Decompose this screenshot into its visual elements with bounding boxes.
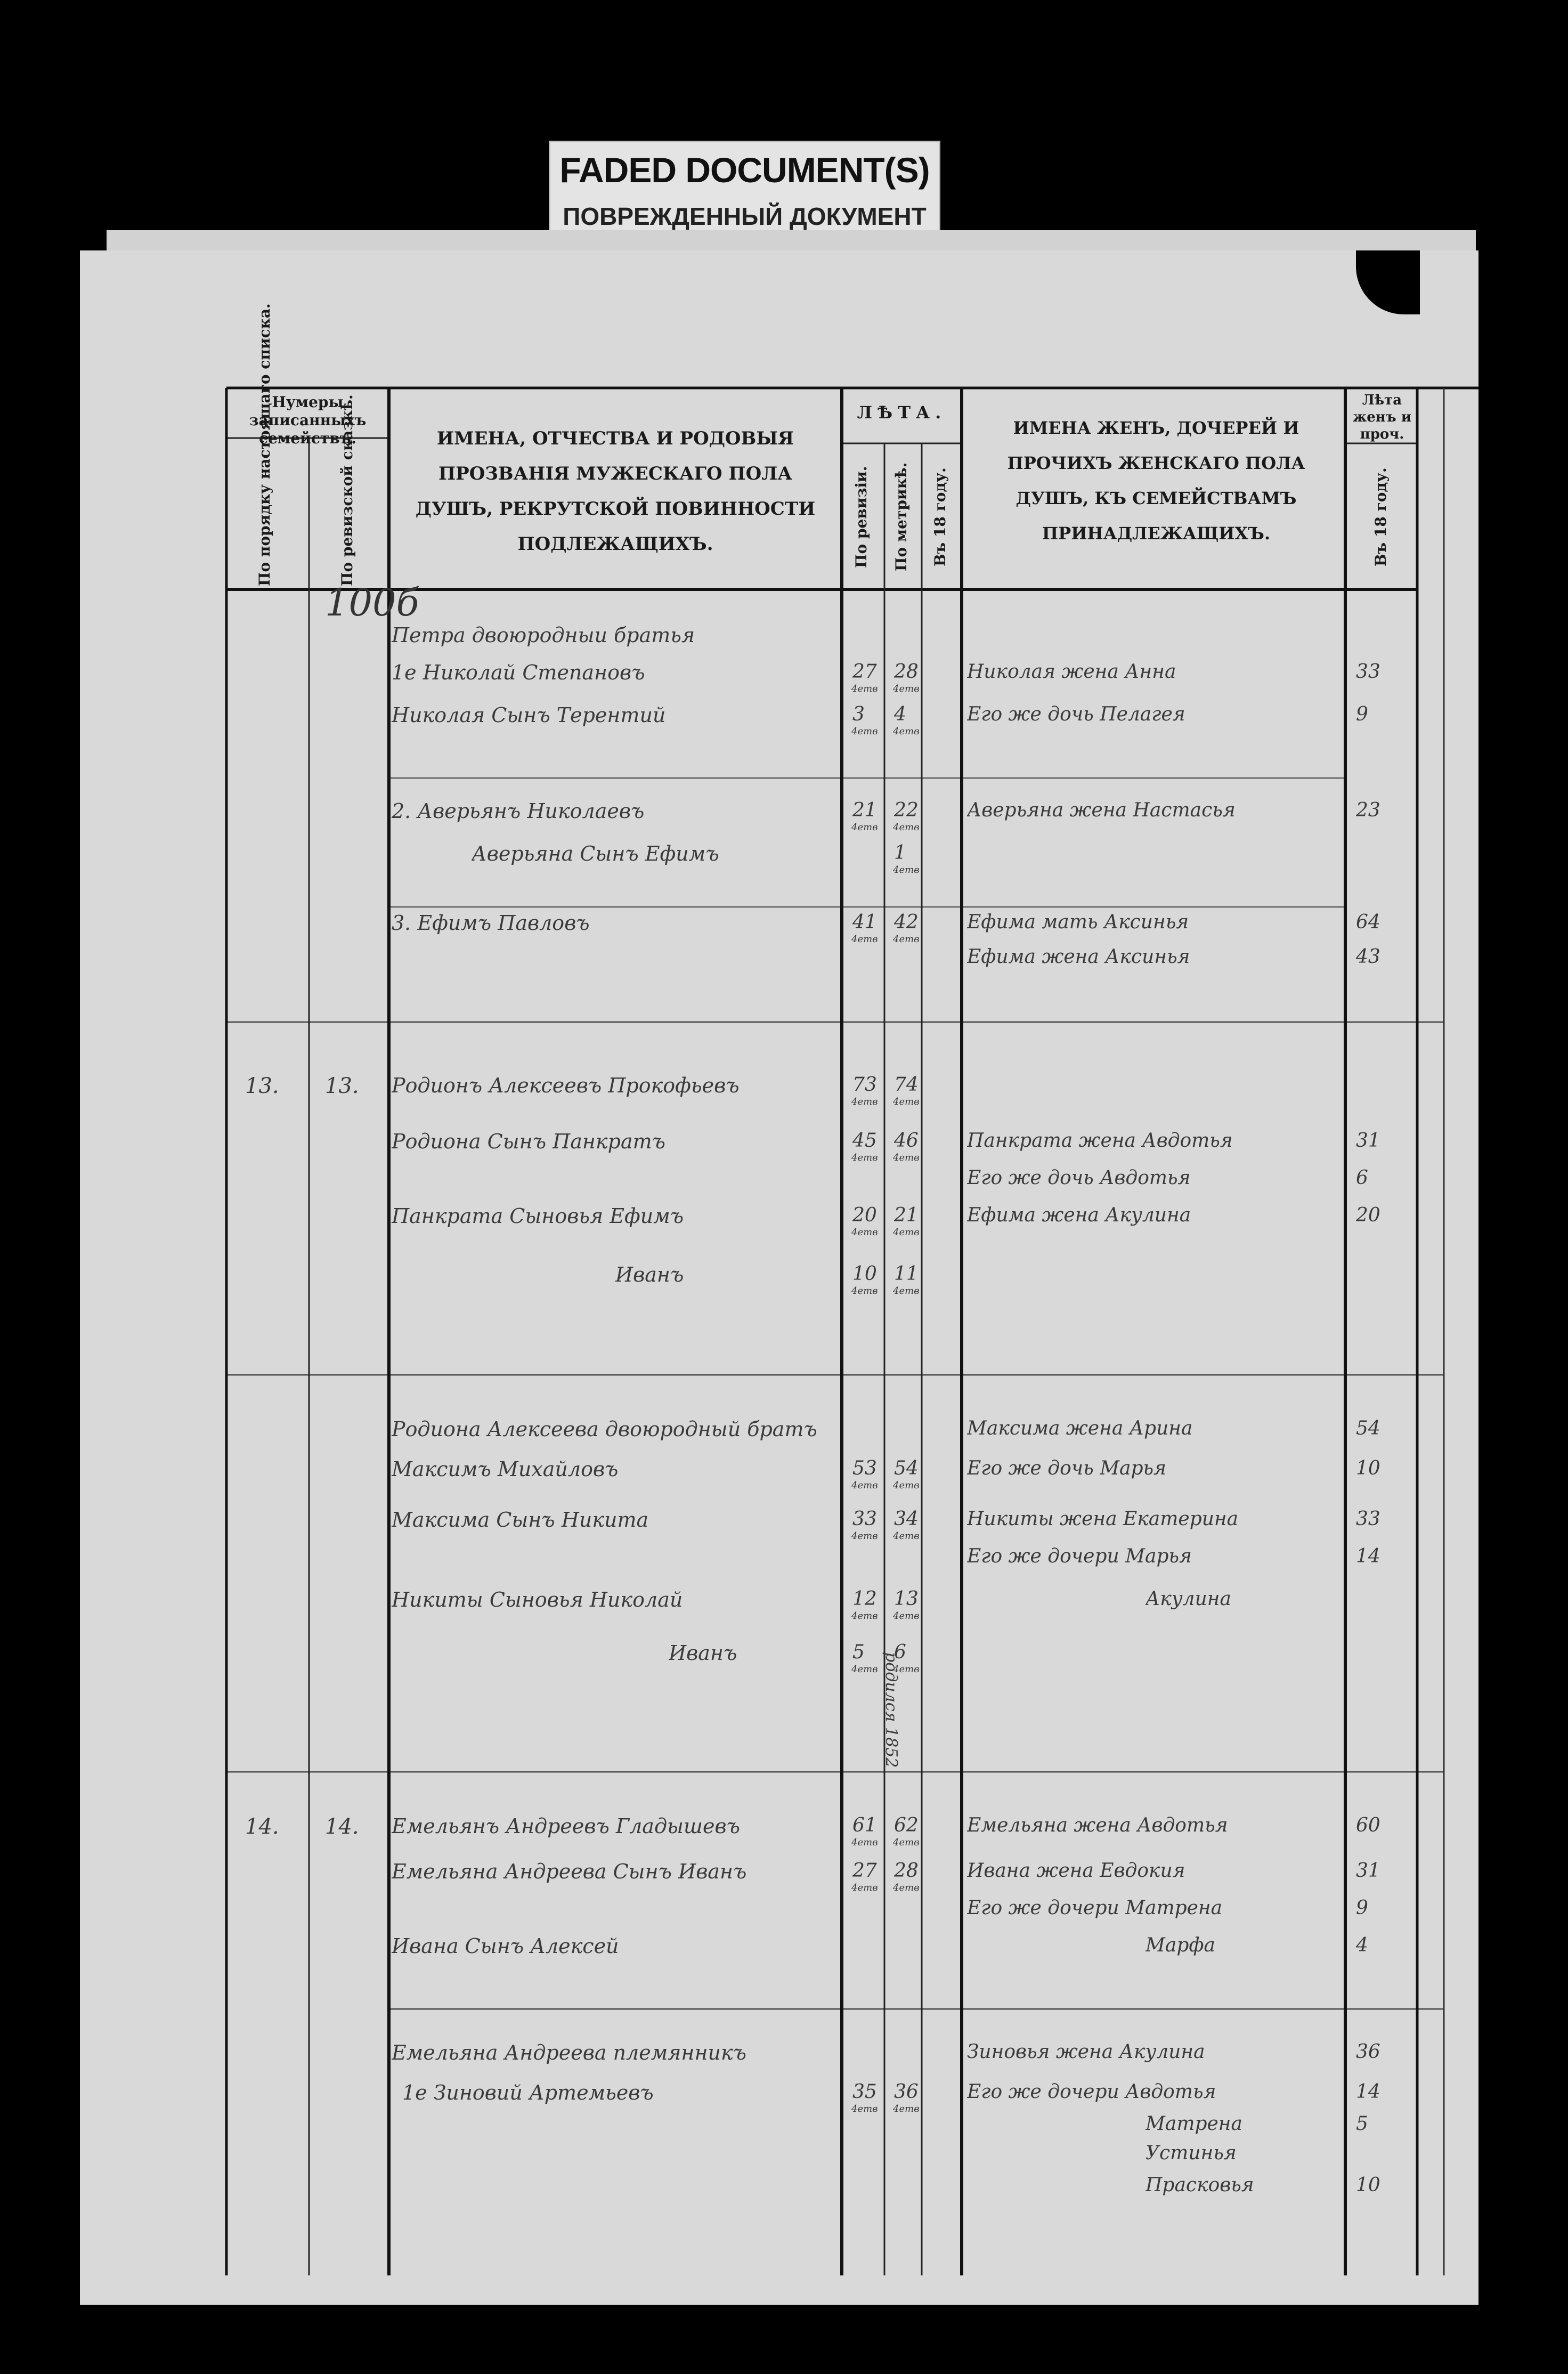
age-note: 4етв: [851, 683, 878, 694]
male-name: Емельянъ Андреевъ Гладышевъ: [392, 1814, 740, 1838]
header-numbers-group: Нумеры записанныхъ семействъ.: [249, 393, 367, 447]
female-age: 31: [1356, 1130, 1380, 1152]
male-name: Родиона Сынъ Панкратъ: [392, 1130, 665, 1153]
female-age: 9: [1356, 703, 1368, 725]
male-name: Максима Сынъ Никита: [392, 1508, 649, 1532]
age-by-revision: 12: [852, 1588, 877, 1610]
age-by-metric: 54: [894, 1457, 919, 1479]
birth-note: родился 1852: [882, 1652, 900, 1768]
age-note: 4етв: [851, 726, 878, 737]
age-note: 4етв: [893, 683, 920, 694]
age-by-metric: 4: [894, 703, 906, 725]
age-note: 4етв: [893, 934, 920, 945]
header-col-order: По порядку настоящаго списка.: [256, 303, 273, 586]
age-by-revision: 41: [852, 911, 877, 933]
male-name: Николая Сынъ Терентий: [392, 703, 666, 727]
age-note: 4етв: [893, 1480, 920, 1491]
age-by-revision: 33: [852, 1508, 877, 1530]
age-by-metric: 28: [894, 1860, 919, 1882]
age-by-revision: 45: [852, 1130, 877, 1152]
age-by-metric: 22: [894, 799, 919, 821]
age-by-metric: 11: [894, 1263, 919, 1285]
female-age: 54: [1356, 1417, 1380, 1439]
female-age: 14: [1356, 2081, 1380, 2103]
age-by-metric: 1: [894, 842, 906, 864]
age-note: 4етв: [893, 1837, 920, 1848]
age-by-metric: 34: [894, 1508, 919, 1530]
female-age: 43: [1356, 946, 1380, 968]
female-age: 10: [1356, 1457, 1380, 1479]
age-by-metric: 28: [894, 661, 919, 683]
age-note: 4етв: [893, 1610, 920, 1622]
age-by-metric: 46: [894, 1130, 919, 1152]
header-col-in18: Въ 18 году.: [931, 467, 949, 566]
female-name: Прасковья: [1145, 2174, 1254, 2196]
male-name: 1е Зиновий Артемьевъ: [402, 2081, 654, 2104]
female-name: Марфа: [1145, 1934, 1216, 1956]
age-by-metric: 13: [894, 1588, 919, 1610]
age-by-revision: 20: [852, 1204, 877, 1226]
age-by-metric: 21: [894, 1204, 919, 1226]
female-name: Его же дочери Матрена: [967, 1897, 1223, 1919]
female-name: Емельяна жена Авдотья: [967, 1814, 1228, 1836]
age-by-revision: 53: [852, 1457, 877, 1479]
folio-number: 100б: [325, 581, 419, 625]
family-revision-number: 13.: [325, 1074, 359, 1098]
header-col-by-revision: По ревизіи.: [852, 466, 870, 568]
age-by-revision: 21: [852, 799, 877, 821]
age-note: 4етв: [851, 1610, 878, 1622]
header-col-by-metric: По метрикѣ.: [892, 462, 910, 572]
age-note: 4етв: [893, 1530, 920, 1542]
male-name: Емельяна Андреева Сынъ Иванъ: [392, 1860, 747, 1883]
age-note: 4етв: [893, 1227, 920, 1238]
female-age: 33: [1356, 1508, 1380, 1530]
female-name: Ефима мать Аксинья: [967, 911, 1189, 933]
age-note: 4етв: [851, 1227, 878, 1238]
male-name: Панкрата Сыновья Ефимъ: [392, 1204, 684, 1228]
age-by-metric: 6: [894, 1641, 906, 1663]
female-name: Максима жена Арина: [967, 1417, 1193, 1439]
female-name: Устинья: [1145, 2142, 1237, 2164]
age-by-revision: 27: [852, 1860, 877, 1882]
age-note: 4етв: [851, 1152, 878, 1163]
female-age: 10: [1356, 2174, 1380, 2196]
stamp-title: FADED DOCUMENT(S): [559, 150, 930, 190]
male-name: Родионъ Алексеевъ Прокофьевъ: [392, 1074, 740, 1097]
female-name: Николая жена Анна: [967, 661, 1176, 683]
female-age: 33: [1356, 661, 1380, 683]
age-by-metric: 62: [894, 1814, 919, 1836]
age-note: 4етв: [851, 1664, 878, 1675]
age-by-revision: 35: [852, 2081, 877, 2103]
female-age: 23: [1356, 799, 1380, 821]
family-order-number: 14.: [245, 1814, 279, 1839]
female-name: Никиты жена Екатерина: [967, 1508, 1239, 1530]
male-name: Иванъ: [669, 1641, 737, 1665]
male-name: Ивана Сынъ Алексей: [392, 1934, 619, 1958]
header-male-names: ИМЕНА, ОТЧЕСТВА И РОДОВЫЯ ПРОЗВАНІЯ МУЖЕСКАГО ПОЛА ДУШЪ, РЕКРУТСКОЙ ПОВИННОСТИ ПОДЛЕЖАЩИХЪ.: [415, 428, 816, 555]
male-name: Петра двоюродныи братья: [392, 623, 695, 647]
header-female-in18: Въ 18 году.: [1372, 467, 1390, 566]
age-note: 4етв: [893, 864, 920, 876]
female-age: 6: [1356, 1167, 1368, 1189]
document-page: [80, 250, 1478, 2305]
male-name: Максимъ Михайловъ: [392, 1457, 619, 1481]
age-note: 4етв: [851, 1530, 878, 1542]
age-note: 4етв: [893, 1152, 920, 1163]
female-name: Его же дочь Авдотья: [967, 1167, 1191, 1189]
male-name: 2. Аверьянъ Николаевъ: [392, 799, 645, 823]
female-age: 4: [1356, 1934, 1368, 1956]
age-by-metric: 42: [894, 911, 919, 933]
male-name: 1е Николай Степановъ: [392, 661, 645, 684]
stamp-subtitle: ПОВРЕЖДЕННЫЙ ДОКУМЕНТ: [563, 202, 927, 230]
male-name: Иванъ: [615, 1263, 684, 1286]
female-age: 5: [1356, 2113, 1368, 2135]
age-note: 4етв: [851, 1096, 878, 1107]
female-name: Его же дочь Пелагея: [967, 703, 1185, 725]
female-name: Ивана жена Евдокия: [967, 1860, 1185, 1882]
age-note: 4етв: [851, 934, 878, 945]
male-name: Родиона Алексеева двоюродный братъ: [392, 1417, 817, 1441]
female-name: Матрена: [1145, 2113, 1242, 2135]
age-by-metric: 36: [894, 2081, 919, 2103]
age-note: 4етв: [851, 1285, 878, 1297]
age-note: 4етв: [851, 2103, 878, 2114]
female-age: 14: [1356, 1545, 1380, 1567]
female-age: 20: [1356, 1204, 1380, 1226]
female-age: 31: [1356, 1860, 1380, 1882]
age-note: 4етв: [893, 726, 920, 737]
male-name: Аверьяна Сынъ Ефимъ: [472, 842, 719, 865]
female-age: 64: [1356, 911, 1380, 933]
age-note: 4етв: [851, 1480, 878, 1491]
age-note: 4етв: [893, 1882, 920, 1893]
age-by-revision: 27: [852, 661, 877, 683]
header-female-names: ИМЕНА ЖЕНЪ, ДОЧЕРЕЙ И ПРОЧИХЪ ЖЕНСКАГО ПОЛА ДУШЪ, КЪ СЕМЕЙСТВАМЪ ПРИНАДЛЕЖАЩИХЪ.: [1007, 418, 1305, 544]
header-col-revision: По ревизской сказкѣ.: [338, 394, 356, 586]
age-by-revision: 5: [852, 1641, 865, 1663]
age-by-revision: 3: [852, 703, 865, 725]
age-by-revision: 61: [852, 1814, 877, 1836]
male-name: Никиты Сыновья Николай: [392, 1588, 683, 1611]
family-revision-number: 14.: [325, 1814, 359, 1839]
age-note: 4етв: [893, 1285, 920, 1297]
female-age: 36: [1356, 2041, 1380, 2063]
female-age: 60: [1356, 1814, 1380, 1836]
female-name: Панкрата жена Авдотья: [967, 1130, 1233, 1152]
male-name: 3. Ефимъ Павловъ: [392, 911, 590, 935]
age-by-metric: 74: [894, 1074, 919, 1096]
header-years: ЛѢТА.: [857, 402, 947, 423]
male-name: Емельяна Андреева племянникъ: [392, 2041, 746, 2064]
female-name: Его же дочери Авдотья: [967, 2081, 1216, 2103]
age-by-revision: 73: [852, 1074, 877, 1096]
archive-stamp: [549, 141, 940, 234]
age-note: 4етв: [893, 1664, 920, 1675]
female-name: Ефима жена Акулина: [967, 1204, 1191, 1226]
female-name: Его же дочери Марья: [967, 1545, 1192, 1567]
female-name: Его же дочь Марья: [967, 1457, 1166, 1479]
age-note: 4етв: [851, 1882, 878, 1893]
female-age: 9: [1356, 1897, 1368, 1919]
female-name: Акулина: [1145, 1588, 1231, 1610]
female-name: Зиновья жена Акулина: [967, 2041, 1205, 2063]
age-by-revision: 10: [852, 1263, 877, 1285]
female-name: Аверьяна жена Настасья: [967, 799, 1236, 821]
family-order-number: 13.: [245, 1074, 279, 1098]
female-name: Ефима жена Аксинья: [967, 946, 1190, 968]
header-female-years: Лѣта женъ и проч.: [1352, 392, 1412, 442]
age-note: 4етв: [851, 822, 878, 833]
age-note: 4етв: [893, 2103, 920, 2114]
age-note: 4етв: [851, 1837, 878, 1848]
age-note: 4етв: [893, 1096, 920, 1107]
age-note: 4етв: [893, 822, 920, 833]
